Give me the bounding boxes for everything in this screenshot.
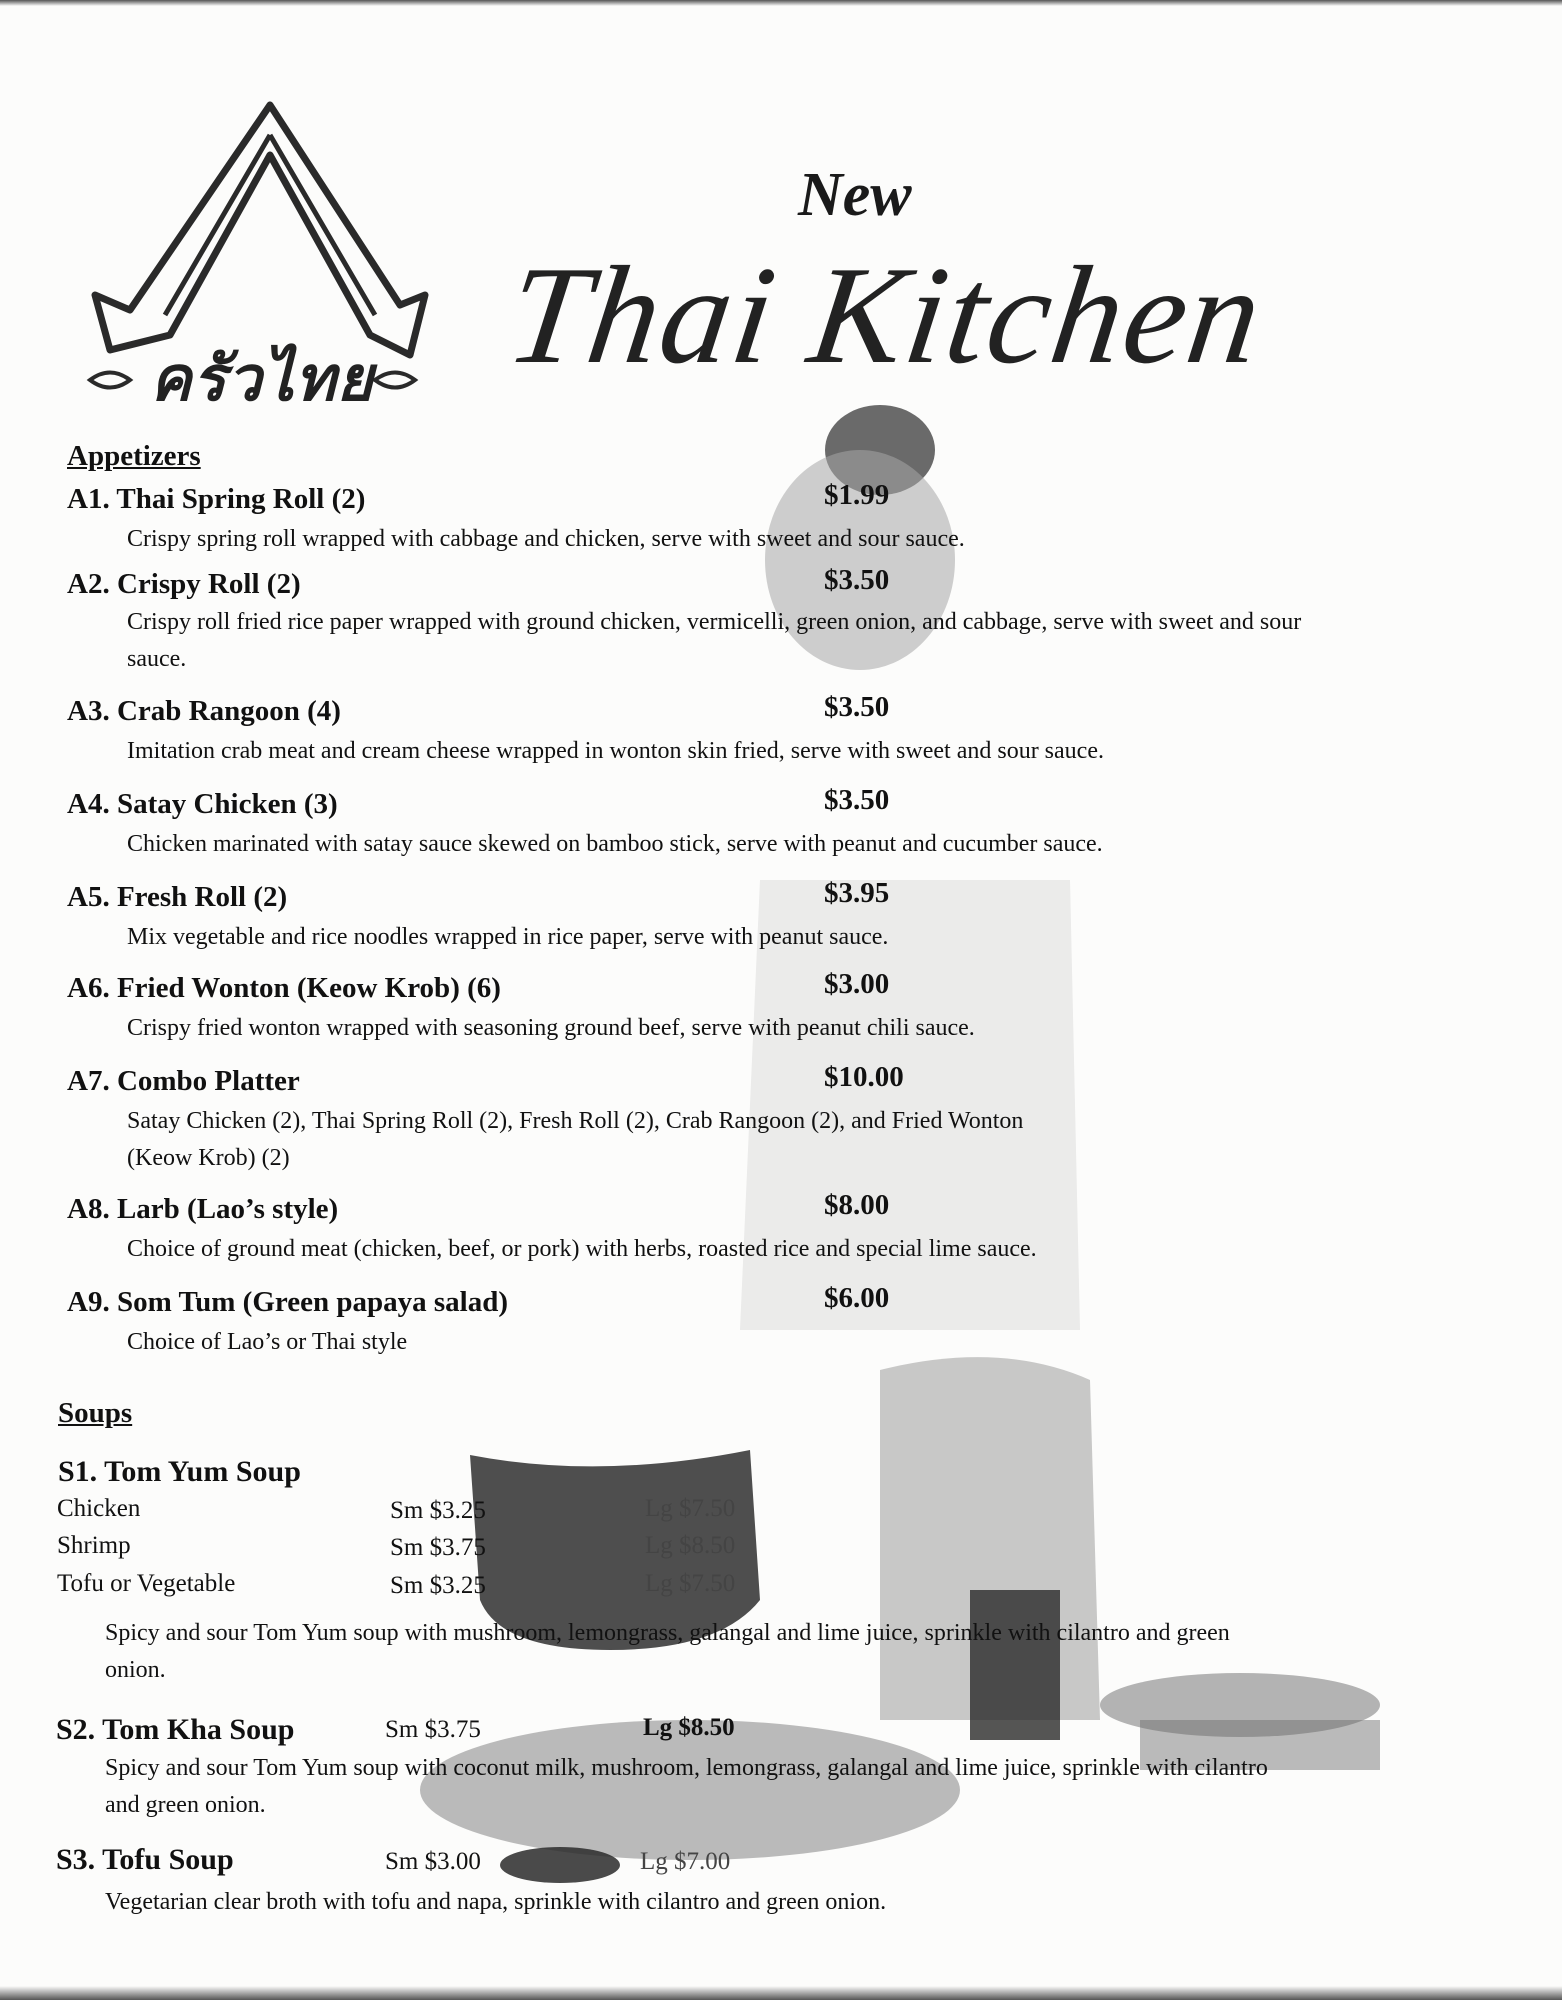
item-name: A2. Crispy Roll (2)	[67, 568, 301, 600]
soup-s1-row-tofu-sm: Sm $3.25	[390, 1572, 486, 1599]
item-description: Chicken marinated with satay sauce skewed on bamboo stick, serve with peanut and cucumber sauce.	[127, 831, 1103, 857]
soup-s2-sm: Sm $3.75	[385, 1716, 481, 1743]
appetizers-heading: Appetizers	[67, 440, 201, 472]
bowl-base	[500, 1847, 620, 1883]
item-description: Crispy spring roll wrapped with cabbage and chicken, serve with sweet and sour sauce.	[127, 526, 965, 552]
item-name: A4. Satay Chicken (3)	[67, 788, 338, 820]
item-description: Crispy fried wonton wrapped with seasoning ground beef, serve with peanut chili sauce.	[127, 1015, 975, 1041]
item-price: $3.50	[824, 691, 890, 723]
item-price: $6.00	[824, 1282, 890, 1314]
item-name: A7. Combo Platter	[67, 1065, 300, 1097]
soup-s1-row-shrimp-sm: Sm $3.75	[390, 1534, 486, 1561]
item-name: A5. Fresh Roll (2)	[67, 881, 288, 913]
item-name: A6. Fried Wonton (Keow Krob) (6)	[67, 972, 501, 1004]
item-description: Mix vegetable and rice noodles wrapped in rice paper, serve with peanut sauce.	[127, 924, 889, 950]
right-flourish	[375, 373, 415, 388]
item-description: Imitation crab meat and cream cheese wrapped in wonton skin fried, serve with sweet and sour sauce.	[127, 738, 1104, 764]
soup-s1-row-chicken-sm: Sm $3.25	[390, 1497, 486, 1524]
item-description: Crispy roll fried rice paper wrapped with ground chicken, vermicelli, green onion, and cabbage, serve with sweet and sour sauce.	[127, 609, 1302, 672]
soup-s1-row-chicken-label: Chicken	[57, 1495, 141, 1522]
soup-s1-row-shrimp-label: Shrimp	[57, 1532, 131, 1559]
item-name: A8. Larb (Lao’s style)	[67, 1193, 339, 1225]
item-price: $10.00	[824, 1061, 904, 1093]
item-price: $3.00	[824, 968, 890, 1000]
soup-s2-description: Spicy and sour Tom Yum soup with coconut milk, mushroom, lemongrass, galangal and lime juice, sprinkle with cilantro and green onion.	[105, 1755, 1268, 1818]
item-name: A3. Crab Rangoon (4)	[67, 695, 341, 727]
left-flourish	[90, 373, 130, 388]
item-price: $1.99	[824, 479, 890, 511]
soup-s3-description: Vegetarian clear broth with tofu and napa, sprinkle with cilantro and green onion.	[105, 1889, 887, 1915]
soup-s1-row-tofu-lg: Lg $7.50	[645, 1570, 736, 1597]
item-description: Choice of Lao’s or Thai style	[127, 1329, 408, 1355]
item-description: Choice of ground meat (chicken, beef, or pork) with herbs, roasted rice and special lime sauce.	[127, 1236, 1037, 1262]
item-price: $8.00	[824, 1189, 890, 1221]
soup-s2-name: S2. Tom Kha Soup	[56, 1713, 295, 1746]
item-description: Satay Chicken (2), Thai Spring Roll (2), Fresh Roll (2), Crab Rangoon (2), and Fried Wonton (Keow Krob) (2)	[127, 1108, 1024, 1171]
item-price: $3.50	[824, 564, 890, 596]
soup-s2-lg: Lg $8.50	[643, 1714, 735, 1741]
logo-thai-text: ครัวไทย	[150, 346, 374, 414]
soup-s1-row-tofu-label: Tofu or Vegetable	[57, 1570, 236, 1597]
soup-s1-row-chicken-lg: Lg $7.50	[645, 1495, 736, 1522]
scan-edge-bottom	[0, 1986, 1562, 2000]
soup-s1-description: Spicy and sour Tom Yum soup with mushroom, lemongrass, galangal and lime juice, sprinkle with cilantro and green onion.	[105, 1620, 1230, 1683]
soup-s1-name: S1. Tom Yum Soup	[58, 1455, 301, 1488]
item-price: $3.50	[824, 784, 890, 816]
soups-heading: Soups	[58, 1397, 133, 1429]
soup-s3-sm: Sm $3.00	[385, 1848, 481, 1875]
item-name: A9. Som Tum (Green papaya salad)	[67, 1286, 508, 1318]
title-new: New	[798, 161, 912, 229]
roof-outer	[95, 105, 425, 355]
soup-s1-row-shrimp-lg: Lg $8.50	[645, 1532, 736, 1559]
soup-s3-lg: Lg $7.00	[640, 1848, 731, 1875]
item-price: $3.95	[824, 877, 890, 909]
restaurant-title: Thai Kitchen	[499, 238, 1273, 393]
soup-s3-name: S3. Tofu Soup	[56, 1843, 234, 1876]
item-name: A1. Thai Spring Roll (2)	[67, 483, 366, 515]
